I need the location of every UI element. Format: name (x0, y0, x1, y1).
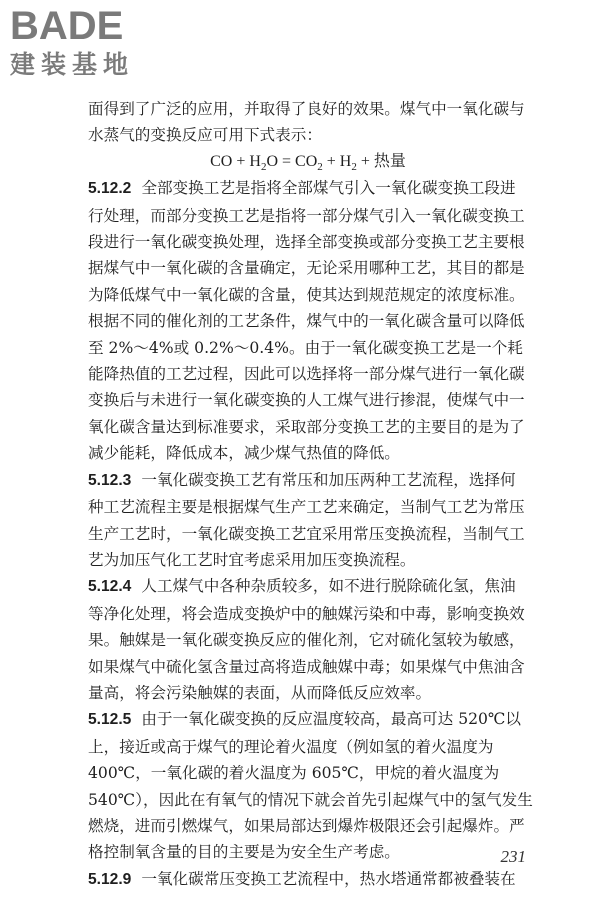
text-line: 氧化碳含量达到标准要求，采取部分变换工艺的主要目的是为了 (88, 417, 525, 436)
document-body (88, 96, 533, 893)
text-line: 540℃），因此在有氧气的情况下就会首先引起煤气中的氢气发生 (88, 790, 533, 809)
text-line: 根据不同的催化剂的工艺条件，煤气中的一氧化碳含量可以降低 (88, 312, 525, 331)
text-line (88, 467, 528, 494)
text-line: 减少能耗，降低成本，减少煤气热值的降低。 (88, 444, 400, 463)
text-line: 水蒸气的变换反应可用下式表示： (88, 126, 322, 145)
logo (10, 6, 180, 90)
text-line (88, 866, 528, 893)
text-line: 艺为加压气化工艺时宜考虑采用加压变换流程。 (88, 550, 416, 569)
line-text: 一氧化碳常压变换工艺流程中，热水塔通常都被叠装在 (141, 869, 516, 888)
text-line: 变换后与未进行一氧化碳变换的人工煤气进行掺混，使煤气中一 (88, 391, 525, 410)
eq-subscript: 2 (351, 161, 357, 173)
text-line (88, 175, 528, 202)
text-line (88, 573, 528, 600)
text-line: 生产工艺时，一氧化碳变换工艺宜采用常压变换流程，当制气工 (88, 524, 525, 543)
text-line: 能降热值的工艺过程，因此可以选择将一部分煤气进行一氧化碳 (88, 365, 525, 384)
page-number: 231 (500, 847, 526, 866)
section-number: 5.12.3 (88, 471, 132, 489)
eq-part: + H (232, 152, 261, 170)
text-line (88, 706, 528, 733)
text-line: 量高，将会污染触媒的表面，从而降低反应效率。 (88, 683, 432, 702)
section-number: 5.12.5 (88, 711, 132, 729)
logo-wordmark: BADE (10, 4, 124, 48)
text-line: 面得到了广泛的应用，并取得了良好的效果。煤气中一氧化碳与 (88, 100, 525, 118)
eq-part: CO (210, 152, 233, 170)
text-line: 种工艺流程主要是根据煤气生产工艺来确定，当制气工艺为常压 (88, 498, 525, 517)
eq-part: + 热量 (356, 152, 406, 170)
intro-paragraph (88, 96, 528, 149)
text-line: 等净化处理，将会造成变换炉中的触媒污染和中毒，影响变换效 (88, 604, 525, 623)
logo-subtitle: 建装基地 (10, 50, 135, 79)
text-line: 如果煤气中硫化氢含量过高将造成触媒中毒；如果煤气中焦油含 (88, 657, 525, 676)
line-text: 人工煤气中各种杂质较多，如不进行脱除硫化氢，焦油 (141, 577, 516, 596)
text-line: 至 2%～4%或 0.2%～0.4%。由于一氧化碳变换工艺是一个耗 (88, 338, 523, 357)
line-text: 由于一氧化碳变换的反应温度较高，最高可达 520℃以 (141, 710, 521, 729)
section-number: 5.12.9 (88, 870, 132, 888)
section-5-12-2 (88, 175, 528, 466)
text-line: 段进行一氧化碳变换处理，选择全部变换或部分变换工艺主要根 (88, 233, 525, 252)
section-5-12-9 (88, 866, 528, 893)
section-number: 5.12.4 (88, 578, 132, 596)
text-line: 格控制氧含量的目的主要是为安全生产考虑。 (88, 843, 400, 862)
eq-subscript: 2 (317, 161, 323, 173)
section-5-12-5 (88, 706, 533, 865)
text-line: 燃烧，进而引燃煤气，如果局部达到爆炸极限还会引起爆炸。严 (88, 816, 525, 835)
eq-part: O = CO (266, 152, 318, 170)
line-text: 一氧化碳变换工艺有常压和加压两种工艺流程，选择何 (141, 470, 516, 489)
text-line: 为降低煤气中一氧化碳的含量，使其达到规范规定的浓度标准。 (88, 285, 525, 304)
reaction-equation (88, 149, 528, 175)
text-line: 400℃，一氧化碳的着火温度为 605℃，甲烷的着火温度为 (88, 764, 500, 783)
eq-subscript: 2 (260, 161, 267, 173)
text-line: 行处理，而部分变换工艺是指将一部分煤气引入一氧化碳变换工 (88, 206, 525, 225)
text-line: 上，接近或高于煤气的理论着火温度（例如氢的着火温度为 (88, 737, 494, 756)
section-5-12-4 (88, 573, 528, 706)
text-line: 果。触媒是一氧化碳变换反应的催化剂，它对硫化氢较为敏感， (88, 631, 525, 650)
text-line: 据煤气中一氧化碳的含量确定，无论采用哪种工艺，其目的都是 (88, 259, 525, 278)
section-5-12-3 (88, 467, 528, 574)
eq-part: + H (322, 152, 352, 170)
line-text: 全部变换工艺是指将全部煤气引入一氧化碳变换工段进 (141, 179, 516, 198)
section-number: 5.12.2 (88, 180, 132, 198)
